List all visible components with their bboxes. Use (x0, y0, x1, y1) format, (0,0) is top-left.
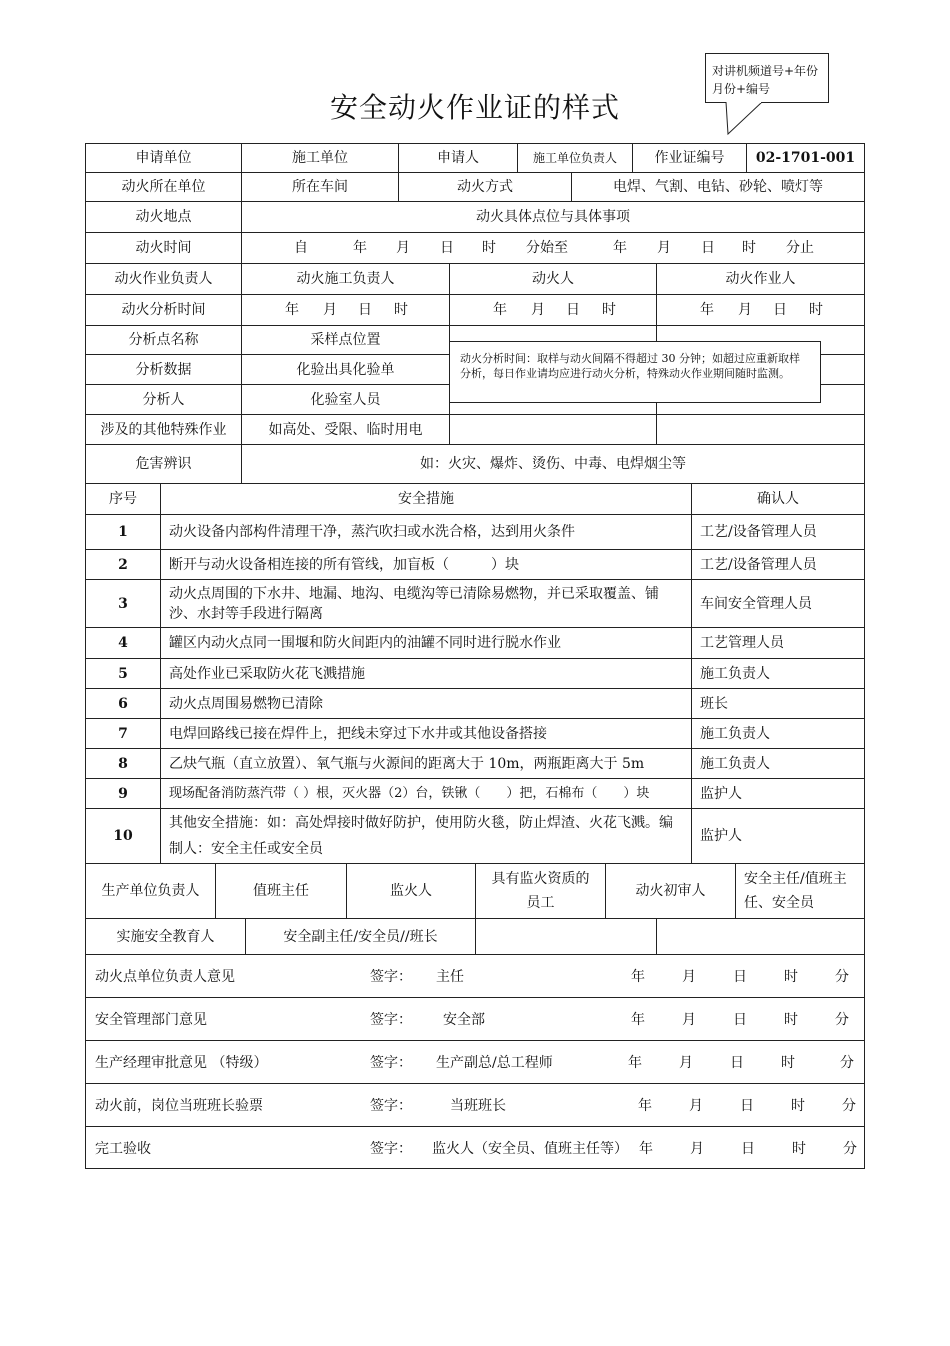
empty-cell (656, 414, 865, 445)
page-title: 安全动火作业证的样式 (329, 91, 620, 124)
safety-education-label: 实施安全教育人 (85, 918, 246, 955)
measure-confirm: 班长 (691, 688, 865, 719)
fire-method-label: 动火方式 (398, 172, 572, 202)
analysis-time-unit: 日 (358, 302, 372, 318)
measure-text: 其他安全措施：如：高处焊接时做好防护，使用防火毯，防止焊渣、火花飞溅。编制人：安全主任或安全员 (160, 808, 692, 864)
permit-number-callout: 对讲机频道号+年份月份+编号 (705, 53, 829, 103)
analysis-time-unit: 日 (773, 302, 787, 318)
date-unit: 日 (740, 1098, 754, 1114)
measure-confirm: 施工负责人 (691, 718, 865, 749)
measure-text: 现场配备消防蒸汽带（ ）根，灭火器（2）台，铁锹（ ）把，石棉布（ ）块 (160, 778, 692, 809)
measure-no: 9 (85, 778, 161, 809)
analysis-time-unit: 月 (323, 302, 337, 318)
analysis-time-cell (656, 294, 865, 326)
analysis-time-cell (241, 294, 450, 326)
signoff-signer: 安全部 (443, 1012, 485, 1028)
measures-no-header: 序号 (85, 483, 161, 515)
measure-confirm: 监护人 (691, 808, 865, 864)
date-unit: 年 (639, 1141, 653, 1157)
date-unit: 月 (690, 1141, 704, 1157)
analysis-time-label: 动火分析时间 (85, 294, 242, 326)
measure-text: 动火设备内部构件清理干净，蒸汽吹扫或水洗合格，达到用火条件 (160, 514, 692, 550)
apply-unit-value: 施工单位 (241, 143, 399, 173)
time-word: 时 (742, 240, 756, 256)
measure-no: 10 (85, 808, 161, 864)
signoff-label: 动火前，岗位当班班长验票 (95, 1098, 263, 1114)
date-unit: 时 (781, 1055, 795, 1071)
hazard-label: 危害辨识 (85, 444, 242, 484)
analysis-time-unit: 时 (809, 302, 823, 318)
leader-fire-person: 动火人 (449, 263, 657, 295)
measure-text: 断开与动火设备相连接的所有管线，加盲板（ ）块 (160, 549, 692, 580)
hazard-value: 如：火灾、爆炸、烫伤、中毒、电焊烟尘等 (241, 444, 865, 484)
signoff-row (85, 954, 865, 998)
sample-point-value: 采样点位置 (241, 325, 450, 355)
date-unit: 分 (842, 1098, 856, 1114)
measure-text: 罐区内动火点同一围堰和防火间距内的油罐不同时进行脱水作业 (160, 627, 692, 659)
time-word: 年 (353, 240, 367, 256)
time-word: 自 (294, 240, 308, 256)
signoff-sign: 签字： (370, 1098, 412, 1114)
measure-no: 6 (85, 688, 161, 719)
measure-text: 动火点周围易燃物已清除 (160, 688, 692, 719)
measure-no: 3 (85, 579, 161, 628)
analysis-time-unit: 时 (602, 302, 616, 318)
applicant-value: 施工单位负责人 (517, 143, 633, 173)
date-unit: 月 (682, 1012, 696, 1028)
analysis-note: 动火分析时间：取样与动火间隔不得超过 30 分钟；如超过应重新取样分析，每日作业请均应进行动火分析，特殊动火作业期间随时监测。 (449, 341, 821, 403)
time-word: 日 (440, 240, 454, 256)
signoff-signer: 主任 (436, 969, 464, 985)
measure-text: 乙炔气瓶（直立放置）、氧气瓶与火源间的距离大于 10m，两瓶距离大于 5m (160, 748, 692, 779)
measure-text: 高处作业已采取防火花飞溅措施 (160, 658, 692, 689)
other-work-label: 涉及的其他特殊作业 (85, 414, 242, 445)
signoff-sign: 签字： (370, 1141, 412, 1157)
shift-head-label: 值班主任 (215, 863, 347, 919)
signoff-label: 动火点单位负责人意见 (95, 969, 235, 985)
analysis-time-unit: 月 (531, 302, 545, 318)
permit-number-label: 作业证编号 (632, 143, 747, 173)
date-unit: 年 (631, 969, 645, 985)
signoff-row (85, 1126, 865, 1169)
date-unit: 分 (835, 1012, 849, 1028)
analysis-time-unit: 时 (394, 302, 408, 318)
empty-cell (656, 918, 865, 955)
measure-no: 5 (85, 658, 161, 689)
time-word: 日 (701, 240, 715, 256)
analysis-time-unit: 日 (566, 302, 580, 318)
measure-text: 动火点周围的下水井、地漏、地沟、电缆沟等已清除易燃物，并已采取覆盖、铺沙、水封等手段进行隔离 (160, 579, 692, 628)
date-unit: 时 (784, 1012, 798, 1028)
time-word: 月 (396, 240, 410, 256)
applicant-label: 申请人 (398, 143, 518, 173)
qualified-staff-label: 具有监火资质的员工 (475, 863, 606, 919)
fire-watch-label: 监火人 (346, 863, 476, 919)
signoff-row (85, 1083, 865, 1127)
measure-confirm: 车间安全管理人员 (691, 579, 865, 628)
measure-no: 2 (85, 549, 161, 580)
measure-no: 4 (85, 627, 161, 659)
measure-confirm: 监护人 (691, 778, 865, 809)
date-unit: 分 (840, 1055, 854, 1071)
signoff-signer: 生产副总/总工程师 (436, 1055, 553, 1071)
date-unit: 时 (792, 1141, 806, 1157)
date-unit: 月 (679, 1055, 693, 1071)
analysis-time-unit: 年 (493, 302, 507, 318)
empty-cell (449, 414, 657, 445)
date-unit: 年 (628, 1055, 642, 1071)
signoff-label: 完工验收 (95, 1141, 151, 1157)
date-unit: 时 (791, 1098, 805, 1114)
fire-unit-label: 动火所在单位 (85, 172, 242, 202)
signoff-label: 安全管理部门意见 (95, 1012, 207, 1028)
date-unit: 分 (843, 1141, 857, 1157)
signoff-signer: 监火人（安全员、值班主任等） (432, 1141, 628, 1157)
signoff-sign: 签字： (370, 1012, 412, 1028)
analyst-value: 化验室人员 (241, 384, 450, 415)
analysis-time-unit: 年 (700, 302, 714, 318)
signoff-label: 生产经理审批意见 （特级） (95, 1055, 268, 1071)
signoff-row (85, 1040, 865, 1084)
empty-cell (475, 918, 657, 955)
date-unit: 年 (631, 1012, 645, 1028)
measure-confirm: 工艺/设备管理人员 (691, 549, 865, 580)
signoff-sign: 签字： (370, 1055, 412, 1071)
measures-confirm-header: 确认人 (691, 483, 865, 515)
other-work-value: 如高处、受限、临时用电 (241, 414, 450, 445)
time-row (241, 232, 865, 264)
date-unit: 日 (733, 969, 747, 985)
date-unit: 时 (784, 969, 798, 985)
date-unit: 月 (682, 969, 696, 985)
time-label: 动火时间 (85, 232, 242, 264)
callout-pointer-icon (722, 102, 764, 136)
time-word: 时 (482, 240, 496, 256)
leader-construction: 动火施工负责人 (241, 263, 450, 295)
safety-education-value: 安全副主任/安全员//班长 (245, 918, 476, 955)
analysis-time-unit: 月 (738, 302, 752, 318)
measure-no: 8 (85, 748, 161, 779)
location-label: 动火地点 (85, 201, 242, 233)
measure-confirm: 施工负责人 (691, 748, 865, 779)
time-word: 月 (657, 240, 671, 256)
date-unit: 日 (741, 1141, 755, 1157)
date-unit: 分 (835, 969, 849, 985)
date-unit: 月 (689, 1098, 703, 1114)
measure-confirm: 工艺/设备管理人员 (691, 514, 865, 550)
leader-label: 动火作业负责人 (85, 263, 242, 295)
analyst-label: 分析人 (85, 384, 242, 415)
signoff-sign: 签字： (370, 969, 412, 985)
time-word: 分止 (786, 240, 814, 256)
date-unit: 年 (638, 1098, 652, 1114)
date-unit: 日 (733, 1012, 747, 1028)
initial-reviewer-label: 动火初审人 (605, 863, 736, 919)
fire-unit-value: 所在车间 (241, 172, 399, 202)
sample-point-label: 分析点名称 (85, 325, 242, 355)
measure-no: 1 (85, 514, 161, 550)
measure-no: 7 (85, 718, 161, 749)
analysis-data-label: 分析数据 (85, 354, 242, 385)
safety-head-label: 安全主任/值班主任、安全员 (735, 863, 865, 919)
analysis-data-value: 化验出具化验单 (241, 354, 450, 385)
analysis-time-unit: 年 (285, 302, 299, 318)
location-value: 动火具体点位与具体事项 (241, 201, 865, 233)
measure-confirm: 施工负责人 (691, 658, 865, 689)
signoff-signer: 当班班长 (450, 1098, 506, 1114)
production-leader-label: 生产单位负责人 (85, 863, 216, 919)
apply-unit-label: 申请单位 (85, 143, 242, 173)
leader-operator: 动火作业人 (656, 263, 865, 295)
time-word: 年 (613, 240, 627, 256)
fire-method-value: 电焊、气割、电钻、砂轮、喷灯等 (571, 172, 865, 202)
permit-number-value: 02-1701-001 (746, 143, 865, 173)
date-unit: 日 (730, 1055, 744, 1071)
time-word: 分始至 (526, 240, 568, 256)
measure-confirm: 工艺管理人员 (691, 627, 865, 659)
measure-text: 电焊回路线已接在焊件上，把线未穿过下水井或其他设备搭接 (160, 718, 692, 749)
measures-text-header: 安全措施 (160, 483, 692, 515)
signoff-row (85, 997, 865, 1041)
analysis-time-cell (449, 294, 657, 326)
